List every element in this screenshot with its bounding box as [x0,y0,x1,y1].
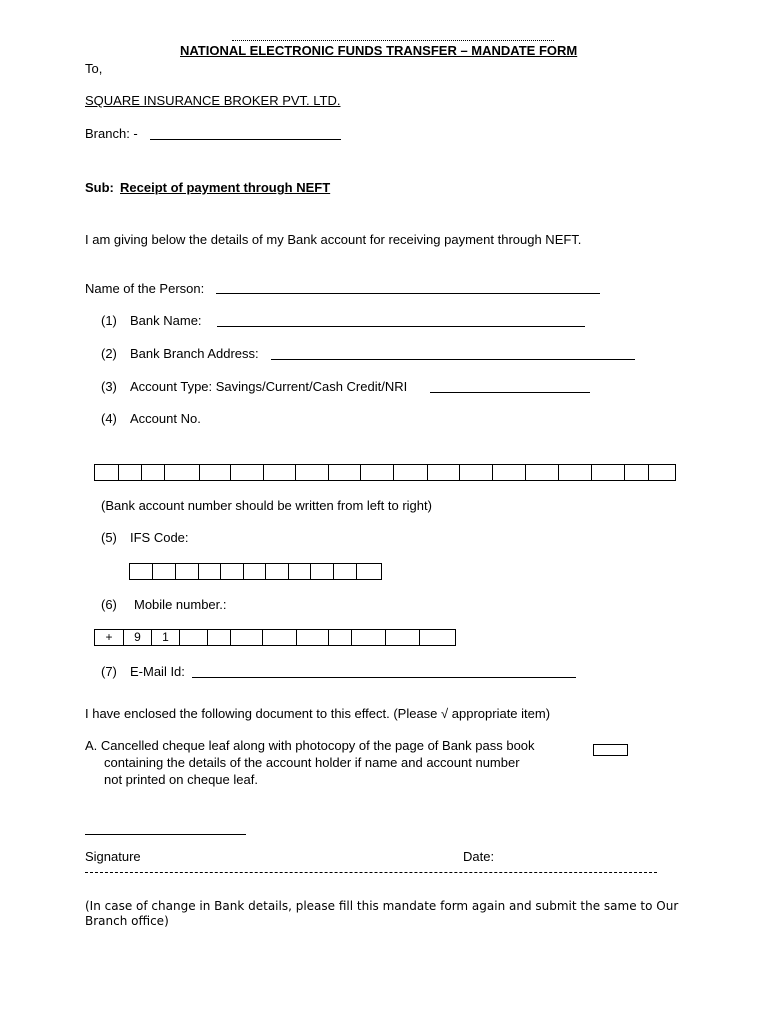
bank-name-label: Bank Name: [130,313,202,328]
account-digit-box[interactable] [493,465,526,480]
mobile-prefix-plus: + [95,630,124,645]
ifs-char-box[interactable] [153,564,176,579]
item-number: (5) [101,530,117,545]
item-number: (1) [101,313,117,328]
account-digit-box[interactable] [361,465,394,480]
item-number: (7) [101,664,117,679]
mobile-prefix-digit: 1 [152,630,180,645]
account-digit-box[interactable] [460,465,493,480]
account-type-label: Account Type: Savings/Current/Cash Credit/NRI [130,379,408,394]
item-number: (6) [101,597,117,612]
ifs-char-box[interactable] [221,564,244,579]
mobile-digit-box[interactable] [352,630,386,645]
name-field[interactable] [216,293,600,294]
mobile-digit-box[interactable] [231,630,263,645]
item-number: (3) [101,379,117,394]
bank-name-field[interactable] [217,326,585,327]
name-label: Name of the Person: [85,281,205,296]
ifs-code-boxes[interactable] [129,563,382,580]
account-digit-box[interactable] [329,465,361,480]
account-digit-box[interactable] [394,465,428,480]
account-digit-box[interactable] [95,465,119,480]
account-digit-box[interactable] [428,465,460,480]
signature-line[interactable] [85,834,246,835]
account-digit-box[interactable] [559,465,592,480]
branch-address-field[interactable] [271,359,635,360]
mobile-label: Mobile number.: [134,597,227,612]
account-number-boxes[interactable] [94,464,676,481]
document-a-checkbox[interactable] [593,744,628,756]
ifs-char-box[interactable] [334,564,357,579]
enclosed-text: I have enclosed the following document to this effect. (Please √ appropriate item) [85,706,551,721]
account-digit-box[interactable] [231,465,264,480]
mobile-digit-box[interactable] [386,630,420,645]
subject-text: Receipt of payment through NEFT [120,180,331,195]
mobile-prefix-digit: 9 [124,630,152,645]
account-no-label: Account No. [130,411,201,426]
mobile-digit-box[interactable] [420,630,455,645]
account-digit-box[interactable] [142,465,165,480]
item-number: (4) [101,411,117,426]
mobile-digit-box[interactable] [297,630,329,645]
account-type-field[interactable] [430,392,590,393]
subject-label: Sub: [85,180,114,195]
branch-address-label: Bank Branch Address: [130,346,259,361]
mobile-digit-box[interactable] [208,630,231,645]
account-digit-box[interactable] [625,465,649,480]
email-field[interactable] [192,677,576,678]
item-number: (2) [101,346,117,361]
branch-label: Branch: - [85,126,138,141]
branch-field[interactable] [150,139,341,140]
email-label: E-Mail Id: [130,664,185,679]
mobile-digit-box[interactable] [180,630,208,645]
ifs-char-box[interactable] [289,564,311,579]
document-a-line-3: not printed on cheque leaf. [104,772,258,787]
ifs-char-box[interactable] [176,564,199,579]
ifs-char-box[interactable] [357,564,381,579]
ifs-char-box[interactable] [130,564,153,579]
ifs-char-box[interactable] [199,564,221,579]
account-digit-box[interactable] [200,465,231,480]
account-note: (Bank account number should be written from left to right) [101,498,432,513]
document-a-line-1: A. Cancelled cheque leaf along with photocopy of the page of Bank pass book [85,738,535,753]
signature-label: Signature [85,849,141,864]
account-digit-box[interactable] [592,465,625,480]
form-title: NATIONAL ELECTRONIC FUNDS TRANSFER – MANDATE FORM [180,43,578,58]
account-digit-box[interactable] [526,465,559,480]
account-digit-box[interactable] [649,465,675,480]
company-name: SQUARE INSURANCE BROKER PVT. LTD. [85,93,341,108]
document-a-line-2: containing the details of the account holder if name and account number [104,755,520,770]
addressee-to: To, [85,61,103,76]
title-dotted-rule [232,40,554,41]
date-label: Date: [463,849,495,864]
ifs-code-label: IFS Code: [130,530,189,545]
cut-line-divider [85,872,657,873]
mobile-digit-box[interactable] [329,630,352,645]
account-digit-box[interactable] [296,465,329,480]
account-digit-box[interactable] [165,465,200,480]
mobile-digit-box[interactable] [263,630,297,645]
footer-note: (In case of change in Bank details, please fill this mandate form again and submit the same to Our Branch office) [85,899,679,928]
account-digit-box[interactable] [119,465,142,480]
ifs-char-box[interactable] [311,564,334,579]
ifs-char-box[interactable] [266,564,289,579]
intro-text: I am giving below the details of my Bank account for receiving payment through NEFT. [85,232,582,247]
mobile-number-boxes[interactable] [94,629,456,646]
ifs-char-box[interactable] [244,564,266,579]
account-digit-box[interactable] [264,465,296,480]
